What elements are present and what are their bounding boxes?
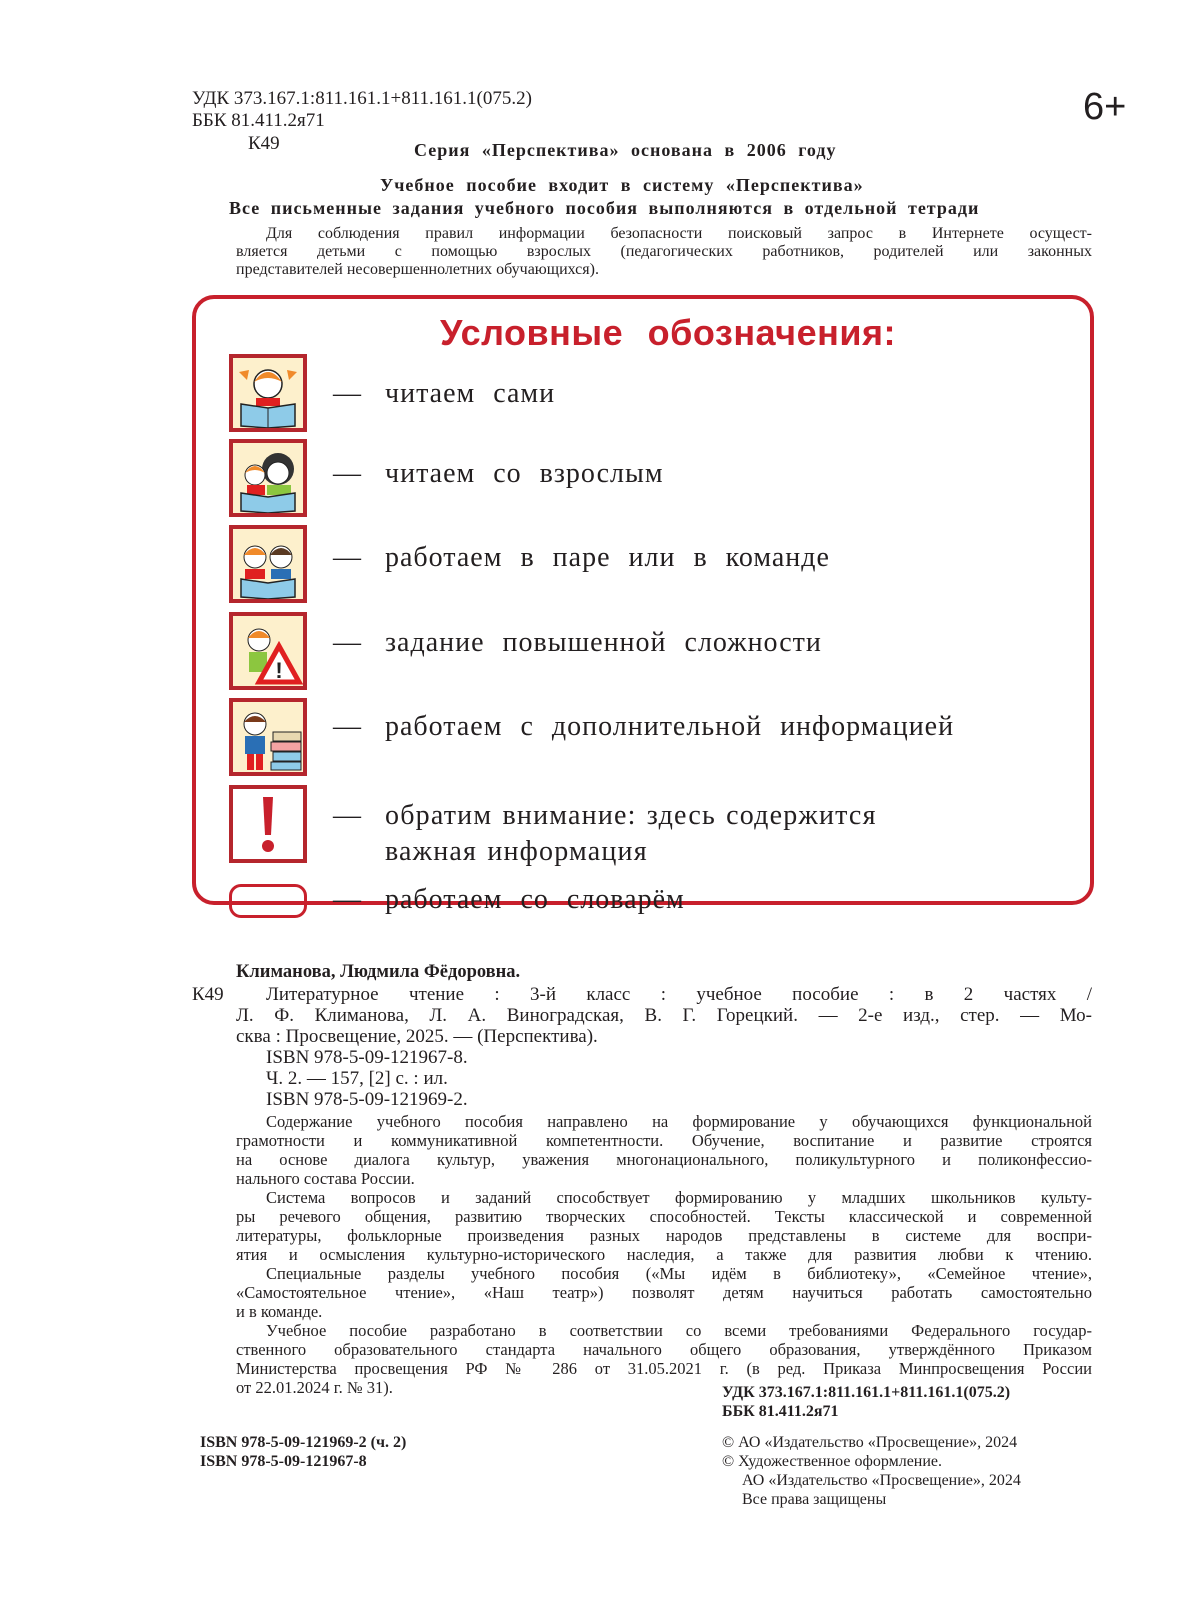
dash: — xyxy=(333,542,361,573)
footer-isbn-all: ISBN 978-5-09-121967-8 xyxy=(200,1453,367,1470)
udk: УДК 373.167.1:811.161.1+811.161.1(075.2) xyxy=(192,88,532,109)
annotation-line: Специальные разделы учебного пособия («Мы идём в библиотеку», «Семейное чтение», xyxy=(266,1264,1092,1283)
safety-line: вляется детьми с помощью взрослых (педагогических работников, родителей или законных xyxy=(236,243,1092,260)
age-rating: 6+ xyxy=(1083,86,1127,128)
svg-text:!: ! xyxy=(275,658,283,683)
legend-label: задание повышенной сложности xyxy=(385,627,822,658)
biblio-line: сква : Просвещение, 2025. — (Перспектива). xyxy=(236,1026,598,1047)
safety-note xyxy=(236,225,1092,279)
k-code: К49 xyxy=(248,133,280,154)
system-note: Учебное пособие входит в систему «Перспектива» xyxy=(380,175,864,195)
reading-with-adult-icon xyxy=(229,439,307,517)
legend-label-cont: важная информация xyxy=(385,836,648,867)
annotation-line: Учебное пособие разработано в соответствии со всеми требованиями Федерального государ- xyxy=(266,1321,1092,1340)
annotation-line: Система вопросов и заданий способствует формированию у младших школьников культу- xyxy=(266,1188,1092,1207)
footer-isbn-part: ISBN 978-5-09-121969-2 (ч. 2) xyxy=(200,1434,407,1451)
legend-label: обратим внимание: здесь содержится xyxy=(385,800,877,831)
exclamation-icon xyxy=(229,785,307,863)
series-note: Серия «Перспектива» основана в 2006 году xyxy=(414,140,837,160)
legend-label: работаем в паре или в команде xyxy=(385,542,830,573)
legend-label: работаем со словарём xyxy=(385,884,685,915)
annotation-line: ятия и осмысления культурно-исторического наследия, а также для развития любви к чтению. xyxy=(236,1245,1092,1264)
extra-info-icon xyxy=(229,698,307,776)
dash: — xyxy=(333,378,361,409)
copyright-art-publisher: АО «Издательство «Просвещение», 2024 xyxy=(742,1472,1021,1489)
k-code-biblio: К49 xyxy=(192,984,224,1005)
legend-title: Условные обозначения: xyxy=(440,312,896,353)
legend-label: работаем с дополнительной информацией xyxy=(385,711,955,742)
annotation-line: на основе диалога культур, уважения многонационального, поликультурного и поликонфессио- xyxy=(236,1150,1092,1169)
advanced-task-icon xyxy=(229,612,307,690)
biblio-line: Л. Ф. Климанова, Л. А. Виноградская, В. Г. Горецкий. — 2-е изд., стер. — Мо- xyxy=(236,1005,1092,1026)
safety-line: Для соблюдения правил информации безопасности поисковый запрос в Интернете осущест- xyxy=(266,225,1092,242)
annotation-line: «Самостоятельное чтение», «Наш театр») позволят детям научиться работать самостоятельно xyxy=(236,1283,1092,1302)
copyright-publisher: © АО «Издательство «Просвещение», 2024 xyxy=(722,1434,1018,1451)
annotation-line: и в команде. xyxy=(236,1302,323,1321)
dash: — xyxy=(333,627,361,658)
isbn: ISBN 978-5-09-121967-8. xyxy=(266,1047,468,1068)
pair-work-icon xyxy=(229,525,307,603)
dictionary-oval-icon xyxy=(229,884,307,918)
copyright-art: © Художественное оформление. xyxy=(722,1453,943,1470)
rights-reserved: Все права защищены xyxy=(742,1491,887,1508)
dash: — xyxy=(333,800,361,831)
annotation-line: Министерства просвещения РФ № 286 от 31.05.2021 г. (в ред. Приказа Минпросвещения России xyxy=(236,1359,1092,1378)
biblio-entry xyxy=(236,984,1092,1110)
annotation-line: от 22.01.2024 г. № 31). xyxy=(236,1378,393,1397)
footer-bbk: ББК 81.411.2я71 xyxy=(722,1403,839,1420)
annotation-line: литературы, фольклорные произведения разных народов представлены в системе для воспри- xyxy=(236,1226,1092,1245)
dash: — xyxy=(333,458,361,489)
footer-udk: УДК 373.167.1:811.161.1+811.161.1(075.2) xyxy=(722,1384,1011,1401)
dash: — xyxy=(333,884,361,915)
annotation-line: ственного образовательного стандарта начального общего образования, утверждённого Приказом xyxy=(236,1340,1092,1359)
annotation-line: ры речевого общения, развитию творческих способностей. Тексты классической и современной xyxy=(236,1207,1092,1226)
author: Климанова, Людмила Фёдоровна. xyxy=(236,962,521,982)
biblio-line: Литературное чтение : 3-й класс : учебное пособие : в 2 частях / xyxy=(266,984,1092,1005)
legend-label: читаем со взрослым xyxy=(385,458,664,489)
annotation-line: грамотности и коммуникативной компетентности. Обучение, воспитание и развитие строятся xyxy=(236,1131,1092,1150)
annotation-line: нального состава России. xyxy=(236,1169,415,1188)
reading-alone-icon xyxy=(229,354,307,432)
pages: Ч. 2. — 157, [2] с. : ил. xyxy=(266,1068,448,1089)
legend-label: читаем сами xyxy=(385,378,556,409)
dash: — xyxy=(333,711,361,742)
annotation-line: Содержание учебного пособия направлено на формирование у обучающихся функциональной xyxy=(266,1112,1092,1131)
safety-line: представителей несовершеннолетних обучающихся). xyxy=(236,261,599,278)
annotation xyxy=(236,1112,1092,1397)
bbk: ББК 81.411.2я71 xyxy=(192,110,325,131)
notebook-note: Все письменные задания учебного пособия выполняются в отдельной тетради xyxy=(229,198,980,218)
isbn: ISBN 978-5-09-121969-2. xyxy=(266,1089,468,1110)
